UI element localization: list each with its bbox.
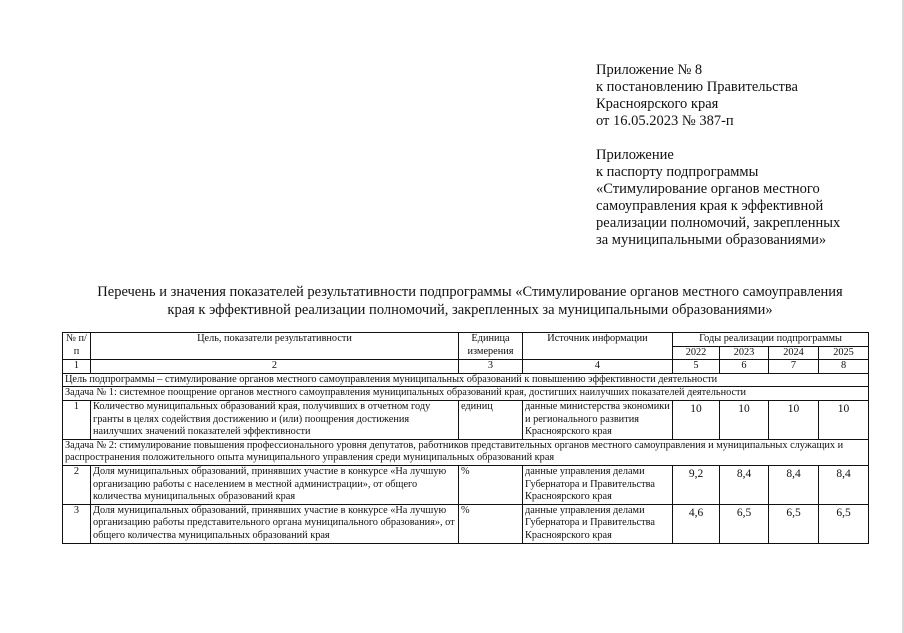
header-num: № п/п xyxy=(63,333,91,360)
col-number: 2 xyxy=(91,360,459,374)
title-line-2: края к эффективной реализации полномочий, закрепленных за муниципальными образованиями» xyxy=(167,302,773,318)
row-source: данные министерства экономики и регионального развития Красноярского края xyxy=(523,400,673,439)
table-row xyxy=(63,400,869,439)
row-num: 1 xyxy=(63,400,91,439)
header-year: 2025 xyxy=(819,346,869,360)
col-number: 7 xyxy=(769,360,819,374)
document-title xyxy=(40,283,900,319)
row-value: 6,5 xyxy=(720,504,769,543)
row-value: 4,6 xyxy=(673,504,720,543)
col-number: 4 xyxy=(523,360,673,374)
row-value: 10 xyxy=(819,400,869,439)
header-years-group: Годы реализации подпрограммы xyxy=(673,333,869,347)
row-unit: % xyxy=(459,504,523,543)
appendix-line: «Стимулирование органов местного xyxy=(596,181,820,197)
title-line-1: Перечень и значения показателей результативности подпрограммы «Стимулирование органов местного самоуправления xyxy=(97,284,843,300)
row-value: 9,2 xyxy=(673,465,720,504)
appendix-line: от 16.05.2023 № 387-п xyxy=(596,113,734,129)
col-number: 8 xyxy=(819,360,869,374)
header-unit: Единица измерения xyxy=(459,333,523,360)
header-goal: Цель, показатели результативности xyxy=(91,333,459,360)
col-number: 1 xyxy=(63,360,91,374)
table-row xyxy=(63,504,869,543)
row-num: 3 xyxy=(63,504,91,543)
col-number: 3 xyxy=(459,360,523,374)
header-year: 2023 xyxy=(720,346,769,360)
task-row-1: Задача № 1: системное поощрение органов местного самоуправления муниципальных образований края, достигших наилучших показателей деятельности xyxy=(63,387,869,401)
indicators-table xyxy=(62,332,869,544)
col-number: 6 xyxy=(720,360,769,374)
col-number: 5 xyxy=(673,360,720,374)
row-value: 8,4 xyxy=(769,465,819,504)
row-value: 10 xyxy=(769,400,819,439)
appendix-line: реализации полномочий, закрепленных xyxy=(596,215,841,231)
row-num: 2 xyxy=(63,465,91,504)
row-unit: единиц xyxy=(459,400,523,439)
row-indicator: Количество муниципальных образований края, получивших в отчетном году гранты в целях содействия достижению и (или) поощрения достижения наилучших значений показателей эффективности xyxy=(91,400,459,439)
appendix-line: за муниципальными образованиями» xyxy=(596,232,827,248)
appendix-line: самоуправления края к эффективной xyxy=(596,198,824,214)
goal-row: Цель подпрограммы – стимулирование органов местного самоуправления муниципальных образований к повышению эффективности деятельности xyxy=(63,373,869,387)
row-source: данные управления делами Губернатора и Правительства Красноярского края xyxy=(523,465,673,504)
row-value: 10 xyxy=(720,400,769,439)
row-value: 8,4 xyxy=(720,465,769,504)
row-value: 10 xyxy=(673,400,720,439)
row-source: данные управления делами Губернатора и Правительства Красноярского края xyxy=(523,504,673,543)
row-indicator: Доля муниципальных образований, принявших участие в конкурсе «На лучшую организацию работы с населением в местной администрации», от общего количества муниципальных образований края xyxy=(91,465,459,504)
appendix-line: к постановлению Правительства xyxy=(596,79,798,95)
task-row-2: Задача № 2: стимулирование повышения профессионального уровня депутатов, работников представительных органов местного самоуправления и муниципальных служащих и распространения положительного опыта муниципального управления среди муниципальных образований края xyxy=(63,439,869,465)
appendix-line: Приложение № 8 xyxy=(596,62,703,78)
row-unit: % xyxy=(459,465,523,504)
appendix-line: Приложение xyxy=(596,147,674,163)
header-year: 2024 xyxy=(769,346,819,360)
row-value: 6,5 xyxy=(769,504,819,543)
row-indicator: Доля муниципальных образований, принявших участие в конкурсе «На лучшую организацию работы представительного органа муниципального образования», от общего количества муниципальных образований края xyxy=(91,504,459,543)
appendix-header xyxy=(596,62,896,249)
appendix-line: к паспорту подпрограммы xyxy=(596,164,759,180)
row-value: 8,4 xyxy=(819,465,869,504)
header-year: 2022 xyxy=(673,346,720,360)
table-row xyxy=(63,465,869,504)
row-value: 6,5 xyxy=(819,504,869,543)
header-source: Источник информации xyxy=(523,333,673,360)
appendix-line: Красноярского края xyxy=(596,96,719,112)
